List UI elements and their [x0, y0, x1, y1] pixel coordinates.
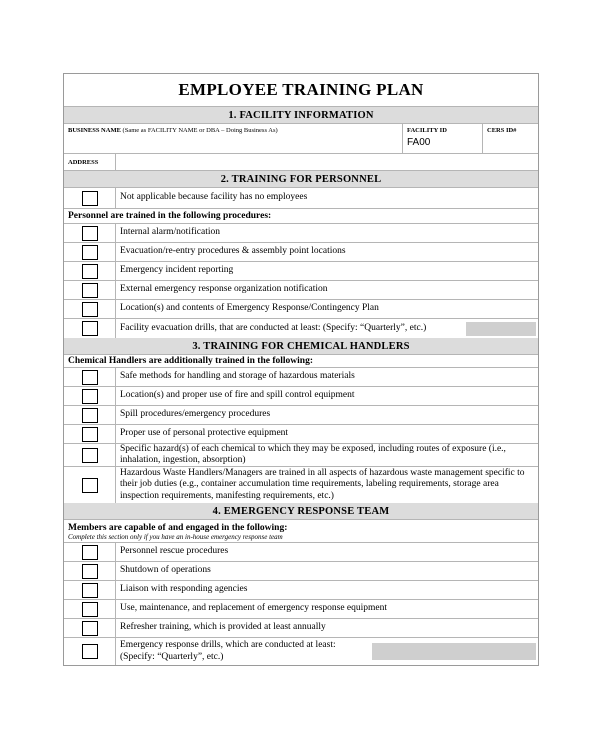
checkbox[interactable] [82, 226, 98, 241]
checklist-row [64, 300, 538, 319]
checklist-row [64, 562, 538, 581]
checklist-item-text: Evacuation/re-entry procedures & assembly point locations [120, 246, 346, 257]
checklist-row [64, 425, 538, 444]
checklist-item-text: Shutdown of operations [120, 565, 211, 576]
checkbox[interactable] [82, 602, 98, 617]
checklist-row [64, 619, 538, 638]
address-field[interactable] [116, 154, 538, 170]
checklist-item-label [116, 619, 538, 637]
business-row [64, 124, 538, 154]
checklist-item-text: Liaison with responding agencies [120, 584, 248, 595]
facility-id-value: FA00 [407, 137, 431, 148]
checkbox[interactable] [82, 583, 98, 598]
checkbox[interactable] [82, 644, 98, 659]
section-2-intro: Personnel are trained in the following procedures: [64, 209, 538, 224]
section-2-heading: 2. TRAINING FOR PERSONNEL [64, 171, 538, 188]
checklist-row [64, 387, 538, 406]
checklist-item-text: Emergency incident reporting [120, 265, 234, 276]
checkbox[interactable] [82, 245, 98, 260]
checklist-item-label [116, 387, 538, 405]
checkbox[interactable] [82, 302, 98, 317]
checklist-item-text: Facility evacuation drills, that are conducted at least: (Specify: “Quarterly”, etc.) [120, 322, 427, 333]
checklist-row [64, 262, 538, 281]
checklist-item-text: Location(s) and contents of Emergency Response/Contingency Plan [120, 303, 379, 314]
facility-id-label: FACILITY ID [407, 127, 447, 134]
checklist-item-label [116, 300, 538, 318]
checkbox[interactable] [82, 370, 98, 385]
checkbox[interactable] [82, 427, 98, 442]
checklist-item-label [116, 425, 538, 443]
specify-input-field[interactable] [372, 643, 536, 660]
business-name-field[interactable] [64, 124, 403, 153]
section-4-heading: 4. EMERGENCY RESPONSE TEAM [64, 503, 538, 520]
checkbox[interactable] [82, 264, 98, 279]
checkbox[interactable] [82, 408, 98, 423]
checklist-item-label [116, 319, 538, 338]
checklist-row [64, 319, 538, 338]
checklist-item-label [116, 243, 538, 261]
checklist-item-text: Safe methods for handling and storage of hazardous materials [120, 371, 355, 382]
checklist-item-text: Spill procedures/emergency procedures [120, 409, 271, 420]
checklist-item-label [116, 467, 538, 503]
facility-id-field[interactable] [403, 124, 483, 153]
checklist-item-label [116, 543, 538, 561]
checklist-item-text: Refresher training, which is provided at least annually [120, 622, 326, 633]
page-title: EMPLOYEE TRAINING PLAN [64, 74, 538, 107]
checklist-item-text: External emergency response organization notification [120, 284, 328, 295]
address-row [64, 154, 538, 171]
checklist-item-label [116, 581, 538, 599]
checklist-item-text: Internal alarm/notification [120, 227, 220, 238]
checklist-item-label [116, 406, 538, 424]
checkbox[interactable] [82, 321, 98, 336]
checklist-item-text: Use, maintenance, and replacement of emergency response equipment [120, 603, 388, 614]
cers-id-field[interactable] [483, 124, 538, 153]
not-applicable-checkbox[interactable] [82, 191, 98, 206]
not-applicable-row [64, 188, 538, 209]
address-label: ADDRESS [64, 154, 116, 170]
specify-input-field[interactable] [466, 322, 536, 336]
checklist-item-label [116, 262, 538, 280]
checklist-row [64, 406, 538, 425]
checklist-row [64, 444, 538, 467]
checklist-row [64, 467, 538, 503]
checkbox[interactable] [82, 478, 98, 493]
checkbox[interactable] [82, 621, 98, 636]
checklist-row [64, 638, 538, 665]
not-applicable-label: Not applicable because facility has no employees [120, 192, 308, 203]
checklist-row [64, 368, 538, 387]
checklist-item-label [116, 638, 538, 665]
checklist-row [64, 243, 538, 262]
section-1-heading: 1. FACILITY INFORMATION [64, 107, 538, 124]
checkbox[interactable] [82, 448, 98, 463]
checkbox[interactable] [82, 389, 98, 404]
checklist-item-text: Proper use of personal protective equipment [120, 428, 289, 439]
checklist-item-text: Hazardous Waste Handlers/Managers are trained in all aspects of hazardous waste management specific to their job duties (e.g., container accumulation time requirements, labeling requirements, storage area inspection requirements, manifesting requirements, etc.) [120, 467, 525, 501]
section-4-intro-block [64, 520, 538, 543]
section-4-intro: Members are capable of and engaged in the following: [68, 522, 288, 533]
checkbox[interactable] [82, 564, 98, 579]
checklist-row [64, 281, 538, 300]
checkbox[interactable] [82, 283, 98, 298]
business-name-hint: (Same as FACILITY NAME or DBA – Doing Business As) [122, 127, 278, 134]
checklist-item-label [116, 600, 538, 618]
section-4-note: Complete this section only if you have an in-house emergency response team [68, 533, 283, 541]
training-plan-form [63, 73, 539, 666]
business-name-label: BUSINESS NAME [68, 127, 121, 134]
checklist-row [64, 543, 538, 562]
checklist-row [64, 600, 538, 619]
checklist-item-label [116, 444, 538, 466]
section-3-heading: 3. TRAINING FOR CHEMICAL HANDLERS [64, 338, 538, 355]
checklist-item-label [116, 281, 538, 299]
checklist-row [64, 581, 538, 600]
checklist-item-label [116, 562, 538, 580]
checklist-item-text: Personnel rescue procedures [120, 546, 229, 557]
section-3-intro: Chemical Handlers are additionally trained in the following: [64, 355, 538, 368]
checklist-item-text: Specific hazard(s) of each chemical to which they may be exposed, including routes of exposure (i.e., inhalation, ingestion, absorption) [120, 443, 506, 465]
checkbox[interactable] [82, 545, 98, 560]
checklist-item-text: Location(s) and proper use of fire and spill control equipment [120, 390, 355, 401]
checklist-item-text: Emergency response drills, which are conducted at least: (Specify: “Quarterly”, etc.) [120, 640, 336, 662]
checklist-row [64, 224, 538, 243]
cers-id-label: CERS ID# [487, 127, 517, 134]
checklist-item-label [116, 224, 538, 242]
checklist-item-label [116, 368, 538, 386]
